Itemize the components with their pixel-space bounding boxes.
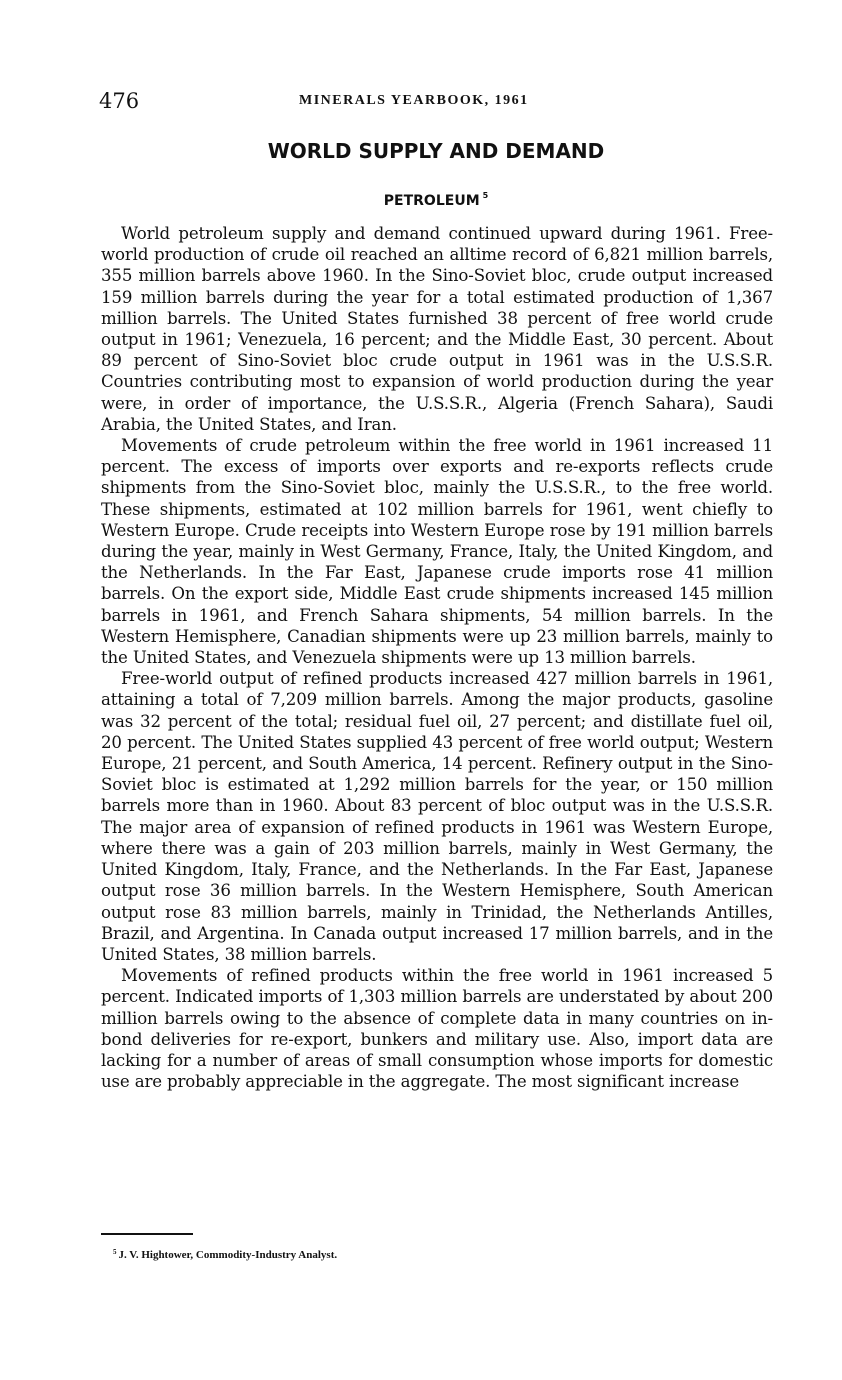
subsection-title-text: PETROLEUM [383,193,480,209]
running-title: MINERALS YEARBOOK, 1961 [299,93,529,108]
paragraph-world-supply: World petroleum supply and demand continued upward during 1961. Free-world production of crude oil reached an alltime record of 6,821 million barrels, 355 million barrels above 1960. In the Sino-Soviet bloc, crude output increased 159 million barrels during the year for a total estimated production of 1,367 million barrels. The United States furnished 38 percent of free world crude output in 1961; Venezuela, 16 percent; and the Middle East, 30 percent. About 89 percent of Sino-Soviet bloc crude output in 1961 was in the U.S.S.R. Countries contributing most to expansion of world production during the year were, in order of importance, the U.S.S.R., Algeria (French Sahara), Saudi Arabia, the United States, and Iran. [101,224,773,434]
footnote-divider [101,1233,193,1235]
page-header [99,88,773,114]
footnote-text: J. V. Hightower, Commodity-Industry Analyst. [118,1249,338,1261]
paragraph-refined-output: Free-world output of refined products increased 427 million barrels in 1961, attaining a total of 7,209 million barrels. Among the major products, gasoline was 32 percent of the total; residual fuel oil, 27 percent; and distillate fuel oil, 20 percent. The United States supplied 43 percent of free world output; Western Europe, 21 percent, and South America, 14 percent. Refinery output in the Sino-Soviet bloc is estimated at 1,292 million barrels for the year, or 150 million barrels more than in 1960. About 83 percent of bloc output was in the U.S.S.R. The major area of expansion of refined products in 1961 was Western Europe, where there was a gain of 203 million barrels, mainly in West Germany, the United Kingdom, Italy, France, and the Netherlands. In the Far East, Japanese output rose 36 million barrels. In the Western Hemisphere, South American output rose 83 million barrels, mainly in Trinidad, the Netherlands Antilles, Brazil, and Argentina. In Canada output increased 17 million barrels, and in the United States, 38 million barrels. [101,669,773,964]
subsection-title [99,184,773,213]
footnote-marker: 5 [113,1248,117,1256]
paragraph-refined-movements: Movements of refined products within the free world in 1961 increased 5 percent. Indicated imports of 1,303 million barrels are understated by about 200 million barrels owing to the absence of complete data in many countries on in-bond deliveries for re-export, bunkers and military use. Also, import data are lacking for a number of areas of small consumption whose imports for domestic use are probably appreciable in the aggregate. The most significant increase [101,966,773,1092]
page-number: 476 [99,89,140,113]
section-title: WORLD SUPPLY AND DEMAND [267,139,605,163]
article-body [101,223,773,1092]
paragraph-crude-movements: Movements of crude petroleum within the free world in 1961 increased 11 percent. The excess of imports over exports and re-exports reflects crude shipments from the Sino-Soviet bloc, mainly the U.S.S.R., to the free world. These shipments, estimated at 102 million barrels for 1961, went chiefly to Western Europe. Crude receipts into Western Europe rose by 191 million barrels during the year, mainly in West Germany, France, Italy, the United Kingdom, and the Netherlands. In the Far East, Japanese crude imports rose 41 million barrels. On the export side, Middle East crude shipments increased 145 million barrels in 1961, and French Sahara shipments, 54 million barrels. In the Western Hemisphere, Canadian shipments were up 23 million barrels, mainly to the United States, and Venezuela shipments were up 13 million barrels. [101,436,773,668]
footnote-reference: 5 [482,191,489,200]
footnote [113,1244,337,1263]
